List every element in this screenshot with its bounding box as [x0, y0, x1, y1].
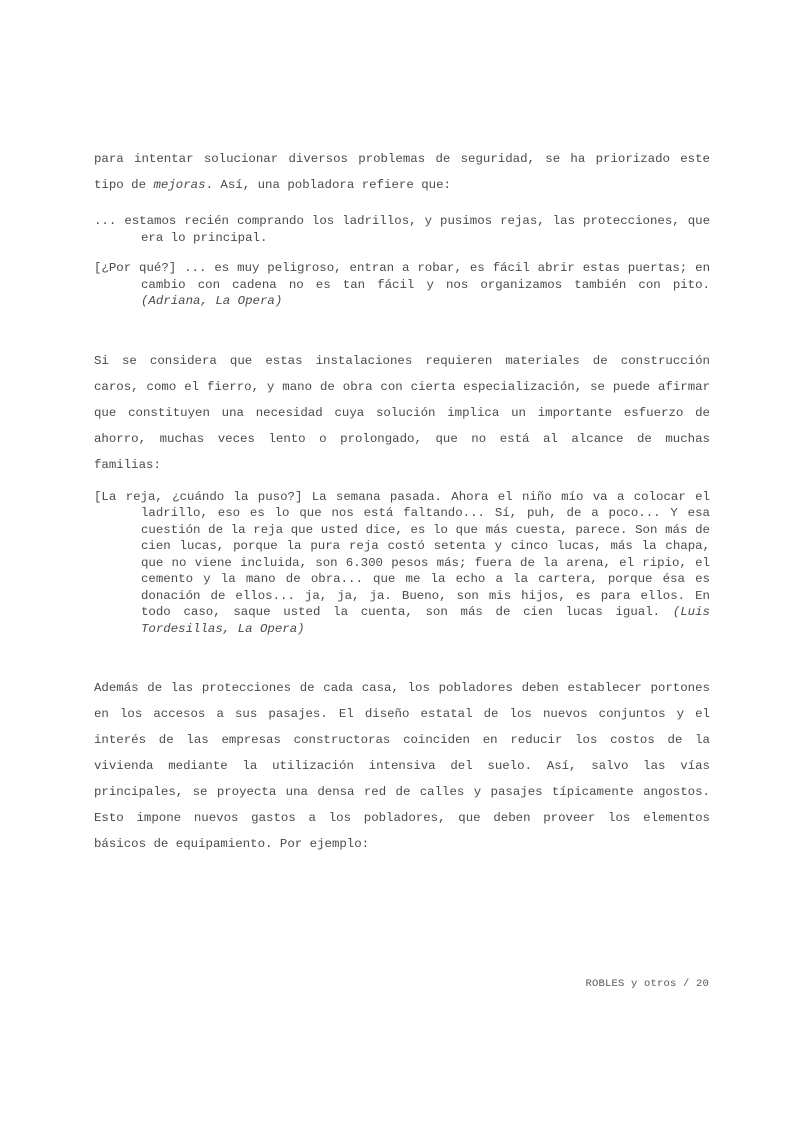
block-quote-3	[94, 489, 710, 638]
quote-text: [¿Por qué?] ... es muy peligroso, entran a robar, es fácil abrir estas puertas; en cambio con cadena no es tan fácil y nos organizamos también con pito.	[94, 261, 710, 292]
paragraph-text: para intentar solucionar diversos problemas de seguridad, se ha priorizado este tipo de	[94, 152, 710, 192]
paragraph-portones: Además de las protecciones de cada casa, los pobladores deben establecer portones en los accesos a sus pasajes. El diseño estatal de los nuevos conjuntos y el interés de las empresas constructoras coinciden en reducir los costos de la vivienda mediante la utilización intensiva del suelo. Así, salvo las vías principales, se proyecta una densa red de calles y pasajes típicamente angostos. Esto impone nuevos gastos a los pobladores, que deben proveer los elementos básicos de equipamiento. Por ejemplo:	[94, 681, 710, 851]
paragraph-intro	[94, 146, 710, 198]
block-quote-1: ... estamos recién comprando los ladrillos, y pusimos rejas, las protecciones, que era lo principal.	[94, 214, 710, 245]
page-footer: ROBLES y otros / 20	[585, 978, 709, 990]
quote-citation: (Adriana, La Opera)	[141, 294, 283, 308]
document-body	[94, 146, 710, 857]
emphasis-text: mejoras	[153, 178, 206, 192]
paragraph-materials: Si se considera que estas instalaciones requieren materiales de construcción caros, como el fierro, y mano de obra con cierta especialización, se puede afirmar que constituyen una necesidad cuya solución implica un importante esfuerzo de ahorro, muchas veces lento o prolongado, que no está al alcance de muchas familias:	[94, 353, 710, 472]
quote-text: [La reja, ¿cuándo la puso?] La semana pasada. Ahora el niño mío va a colocar el ladrillo, eso es lo que nos está faltando... Sí, puh, de a poco... Y esa cuestión de la reja que usted dice, es lo que más cuesta, parece. Son más de cien lucas, porque la pura reja costó setenta y cinco lucas, más la chapa, que no viene incluida, son 6.300 pesos más; fuera de la arena, el ripio, el cemento y la mano de obra... que me la echo a la cartera, porque ésa es donación de ellos... ja, ja, ja. Bueno, son mis hijos, es para ellos. En todo caso, saque usted la cuenta, son más de cien lucas igual.	[94, 489, 710, 619]
block-quote-2	[94, 260, 710, 310]
paragraph-text: . Así, una pobladora refiere que:	[205, 178, 451, 192]
quote-citation: (Luis Tordesillas, La Opera)	[141, 605, 710, 636]
